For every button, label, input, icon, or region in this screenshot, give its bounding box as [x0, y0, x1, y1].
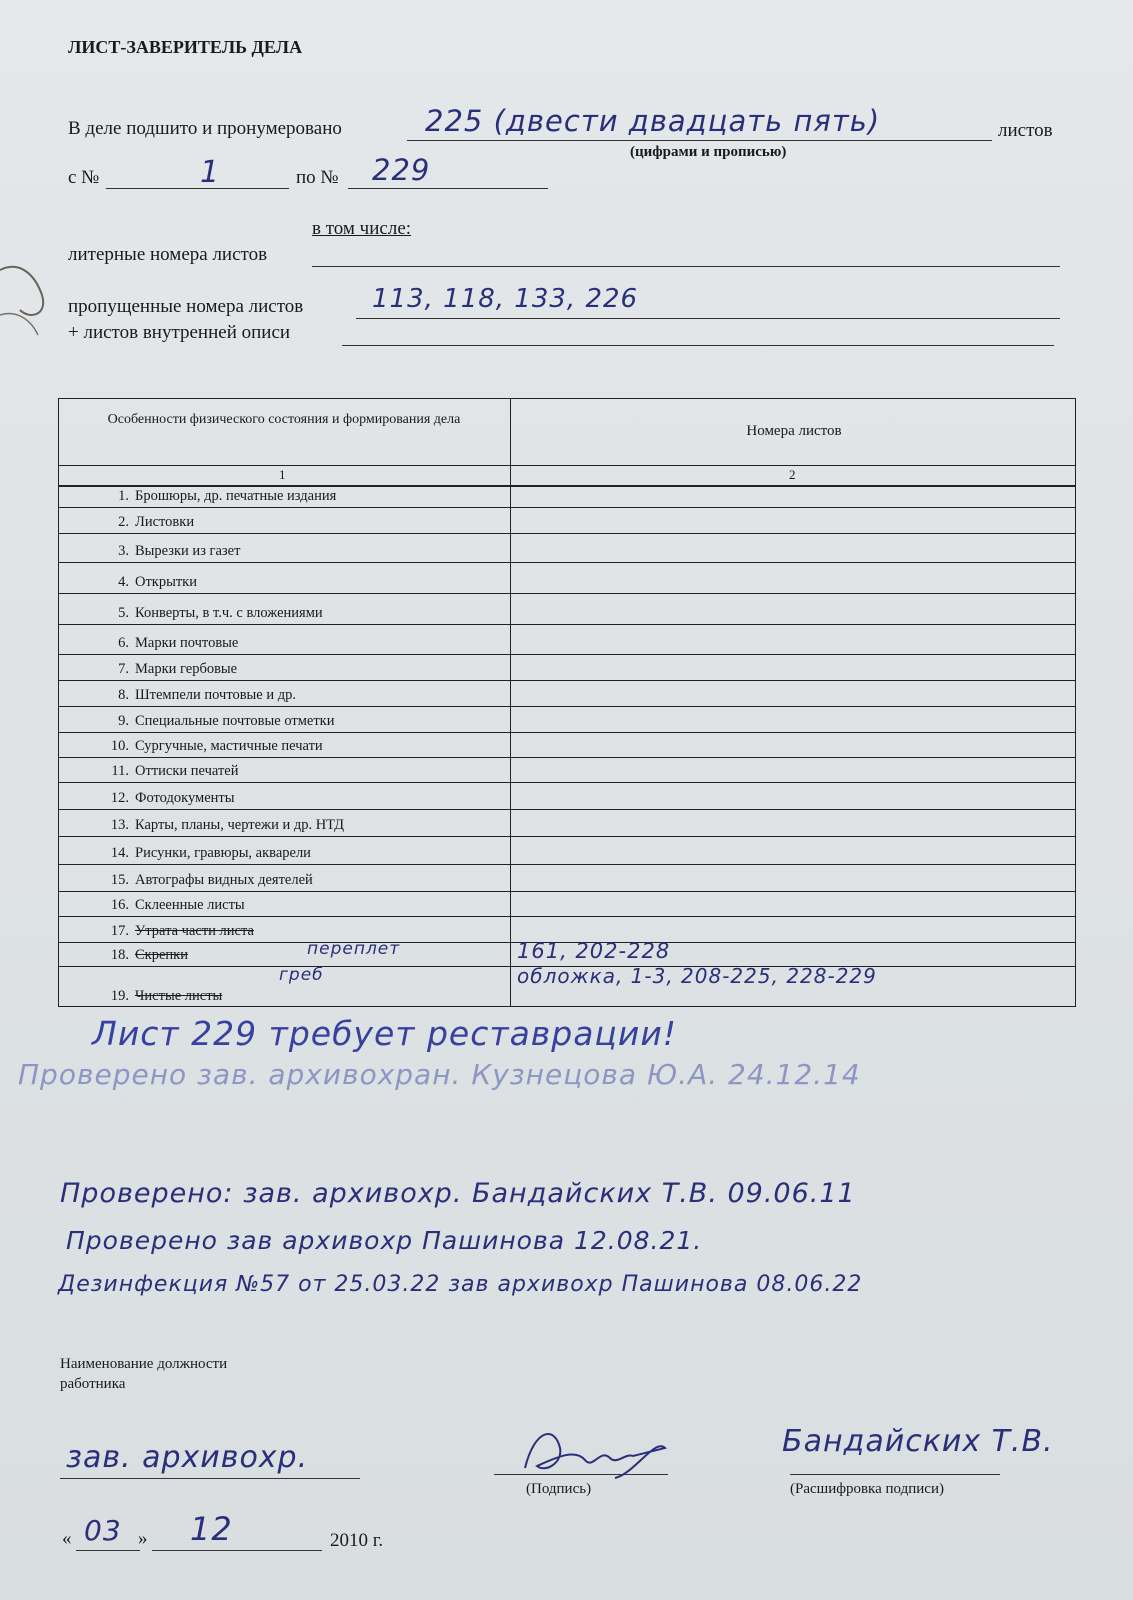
table-row-line: [59, 507, 1075, 508]
page-title: ЛИСТ-ЗАВЕРИТЕЛЬ ДЕЛА: [68, 37, 303, 57]
table-row-line: [59, 782, 1075, 783]
table-row-number: 18.: [110, 947, 129, 963]
check-note-2011: Проверено: зав. архивохр. Бандайских Т.В. 09.06.11: [60, 1178, 856, 1209]
table-row-number: 11.: [111, 763, 129, 779]
table-row-line: [59, 533, 1075, 534]
table-row-number: 12.: [110, 790, 129, 806]
table-row-label: Склеенные листы: [135, 897, 245, 913]
table-column-divider: [510, 399, 511, 1006]
physical-state-table: [58, 398, 1076, 1007]
decode-underline: [790, 1474, 1000, 1475]
decode-label: (Расшифровка подписи): [790, 1481, 944, 1497]
row-19-value: обложка, 1-3, 208-225, 228-229: [517, 964, 877, 988]
row-19-note: греб: [279, 965, 324, 985]
table-row-label: Утрата части листа: [135, 923, 254, 939]
table-row-number: 8.: [118, 687, 129, 703]
table-row-number: 5.: [118, 605, 129, 621]
position-label: [60, 1354, 227, 1394]
including-label: в том числе:: [312, 218, 412, 239]
table-row-number: 2.: [118, 514, 129, 530]
table-row-number: 1.: [118, 488, 129, 504]
sewn-label: В деле подшито и пронумеровано: [68, 118, 342, 139]
table-row-label: Рисунки, гравюры, акварели: [135, 845, 311, 861]
to-value: 229: [372, 153, 431, 187]
restoration-note: Лист 229 требует реставрации!: [92, 1014, 678, 1053]
row-18-value: 161, 202-228: [517, 939, 671, 963]
table-row-label: Вырезки из газет: [135, 543, 241, 559]
table-row-label: Сургучные, мастичные печати: [135, 738, 323, 754]
table-row-number: 16.: [110, 897, 129, 913]
sewn-hint: (цифрами и прописью): [630, 144, 787, 160]
disinfection-note: Дезинфекция №57 от 25.03.22 зав архивохр Пашинова 08.06.22: [58, 1272, 863, 1297]
table-row-line: [59, 680, 1075, 681]
table-row-number: 17.: [110, 923, 129, 939]
table-row-line: [59, 593, 1075, 594]
date-day: 03: [84, 1514, 122, 1547]
table-col-num-2: 2: [789, 467, 796, 482]
table-row-line: [59, 809, 1075, 810]
row-18-note: переплет: [307, 939, 401, 959]
table-row-label: Карты, планы, чертежи и др. НТД: [135, 817, 345, 833]
position-underline: [60, 1478, 360, 1479]
date-month-underline: [152, 1550, 322, 1551]
table-header-line: [59, 465, 1075, 466]
table-header-sheet-numbers: Номера листов: [746, 423, 842, 439]
date-quote-open: «: [62, 1528, 72, 1549]
date-day-underline: [76, 1550, 140, 1551]
signature-label: (Подпись): [526, 1481, 592, 1497]
missing-label: пропущенные номера листов: [68, 296, 304, 317]
table-row-number: 10.: [110, 738, 129, 754]
table-row-label: Штемпели почтовые и др.: [135, 687, 297, 703]
table-row-number: 7.: [118, 661, 129, 677]
table-row-label: Конверты, в т.ч. с вложениями: [135, 605, 323, 621]
from-underline: [106, 188, 289, 189]
table-row-number: 13.: [110, 817, 129, 833]
date-quote-close: »: [138, 1528, 148, 1549]
table-row-label: Специальные почтовые отметки: [135, 713, 335, 729]
table-row-line: [59, 864, 1075, 865]
sewn-suffix: листов: [998, 120, 1053, 141]
date-month: 12: [190, 1510, 233, 1548]
position-label-line-1: Наименование должности: [60, 1356, 228, 1372]
check-note-2021: Проверено зав архивохр Пашинова 12.08.21.: [66, 1226, 703, 1255]
lettered-label: литерные номера листов: [68, 244, 268, 265]
table-row-label: Открытки: [135, 574, 197, 590]
table-row-line: [59, 891, 1075, 892]
table-row-line: [59, 562, 1075, 563]
sewn-underline: [407, 140, 992, 141]
table-row-label: Марки почтовые: [135, 635, 239, 651]
table-row-line: [59, 757, 1075, 758]
table-row-label: Брошюры, др. печатные издания: [135, 488, 337, 504]
table-row-label: Марки гербовые: [135, 661, 238, 677]
table-row-label: Листовки: [135, 514, 195, 530]
table-row-line: [59, 706, 1075, 707]
table-row-label: Фотодокументы: [135, 790, 235, 806]
inventory-underline: [342, 345, 1054, 346]
table-row-line: [59, 654, 1075, 655]
table-row-label: Оттиски печатей: [135, 763, 239, 779]
table-row-number: 4.: [118, 574, 129, 590]
signature-scribble-icon: [515, 1418, 675, 1488]
check-note-2014: Проверено зав. архивохран. Кузнецова Ю.А. 24.12.14: [18, 1058, 861, 1091]
inventory-label: + листов внутренней описи: [68, 322, 291, 343]
from-label: с №: [68, 167, 100, 188]
from-value: 1: [200, 155, 221, 190]
missing-underline: [356, 318, 1060, 319]
lettered-underline: [312, 266, 1060, 267]
table-row-number: 6.: [118, 635, 129, 651]
table-row-line: [59, 732, 1075, 733]
table-col-num-1: 1: [279, 467, 286, 482]
position-label-line-2: работника: [60, 1376, 126, 1392]
table-header-features: Особенности физического состояния и формирования дела: [107, 412, 461, 427]
table-row-number: 15.: [110, 872, 129, 888]
table-row-line: [59, 624, 1075, 625]
to-underline: [348, 188, 548, 189]
position-value: зав. архивохр.: [66, 1440, 309, 1475]
table-row-label: Скрепки: [135, 947, 188, 963]
table-row-number: 3.: [118, 543, 129, 559]
decode-value: Бандайских Т.В.: [782, 1424, 1054, 1459]
table-row-line: [59, 916, 1075, 917]
table-row-label: Автографы видных деятелей: [135, 872, 313, 888]
table-row-number: 14.: [110, 845, 129, 861]
sewn-value: 225 (двести двадцать пять): [425, 104, 881, 138]
table-row-number: 9.: [118, 713, 129, 729]
table-row-label: Чистые листы: [135, 988, 223, 1004]
table-row-number: 19.: [110, 988, 129, 1004]
binding-thread-icon: [0, 240, 50, 360]
missing-value: 113, 118, 133, 226: [372, 284, 639, 314]
table-row-line: [59, 836, 1075, 837]
table-row-line: [59, 486, 1075, 487]
date-year: 2010 г.: [330, 1530, 384, 1551]
to-label: по №: [296, 167, 339, 188]
